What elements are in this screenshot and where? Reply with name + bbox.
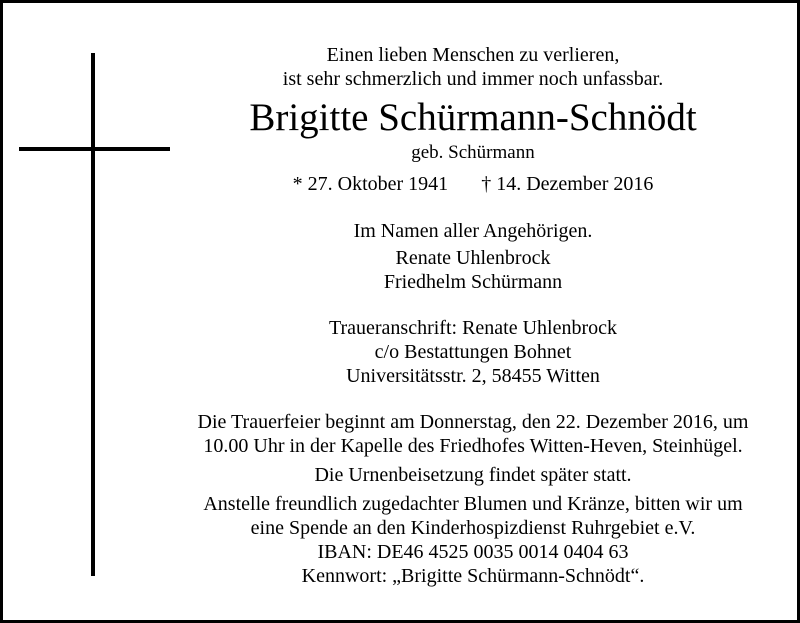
keyword-line: Kennwort: „Brigitte Schürmann-Schnödt“. [301, 565, 645, 587]
intro-verse [173, 43, 773, 91]
urn-burial-line: Die Urnenbeisetzung findet später statt. [314, 464, 632, 486]
intro-line: ist sehr schmerzlich und immer noch unfassbar. [282, 68, 664, 90]
address-line: Universitätsstr. 2, 58455 Witten [346, 365, 600, 387]
birth-date: * 27. Oktober 1941 [292, 173, 449, 195]
notice-text [173, 43, 773, 588]
life-dates [173, 172, 773, 196]
deceased-name: Brigitte Schürmann-Schnödt [249, 96, 697, 139]
address-line: Traueranschrift: Renate Uhlenbrock [328, 317, 618, 339]
cross-horizontal-bar [19, 147, 170, 151]
death-date: † 14. Dezember 2016 [481, 173, 654, 195]
service-block [173, 410, 773, 588]
mourner-name: Renate Uhlenbrock [395, 247, 551, 269]
donation-line: Anstelle freundlich zugedachter Blumen und Kränze, bitten wir um [203, 493, 743, 515]
birth-name: geb. Schürmann [411, 142, 535, 163]
service-line: 10.00 Uhr in der Kapelle des Friedhofes Witten-Heven, Steinhügel. [203, 435, 743, 457]
intro-line: Einen lieben Menschen zu verlieren, [326, 44, 620, 66]
address-block [173, 316, 773, 388]
address-line: c/o Bestattungen Bohnet [374, 341, 572, 363]
mourner-name: Friedhelm Schürmann [383, 271, 563, 293]
on-behalf-line: Im Namen aller Angehörigen. [353, 220, 593, 242]
service-line: Die Trauerfeier beginnt am Donnerstag, den 22. Dezember 2016, um [197, 411, 749, 433]
mourners-block [173, 219, 773, 294]
donation-line: eine Spende an den Kinderhospizdienst Ruhrgebiet e.V. [250, 517, 696, 539]
cross-vertical-bar [91, 53, 95, 576]
iban-line: IBAN: DE46 4525 0035 0014 0404 63 [317, 541, 629, 563]
